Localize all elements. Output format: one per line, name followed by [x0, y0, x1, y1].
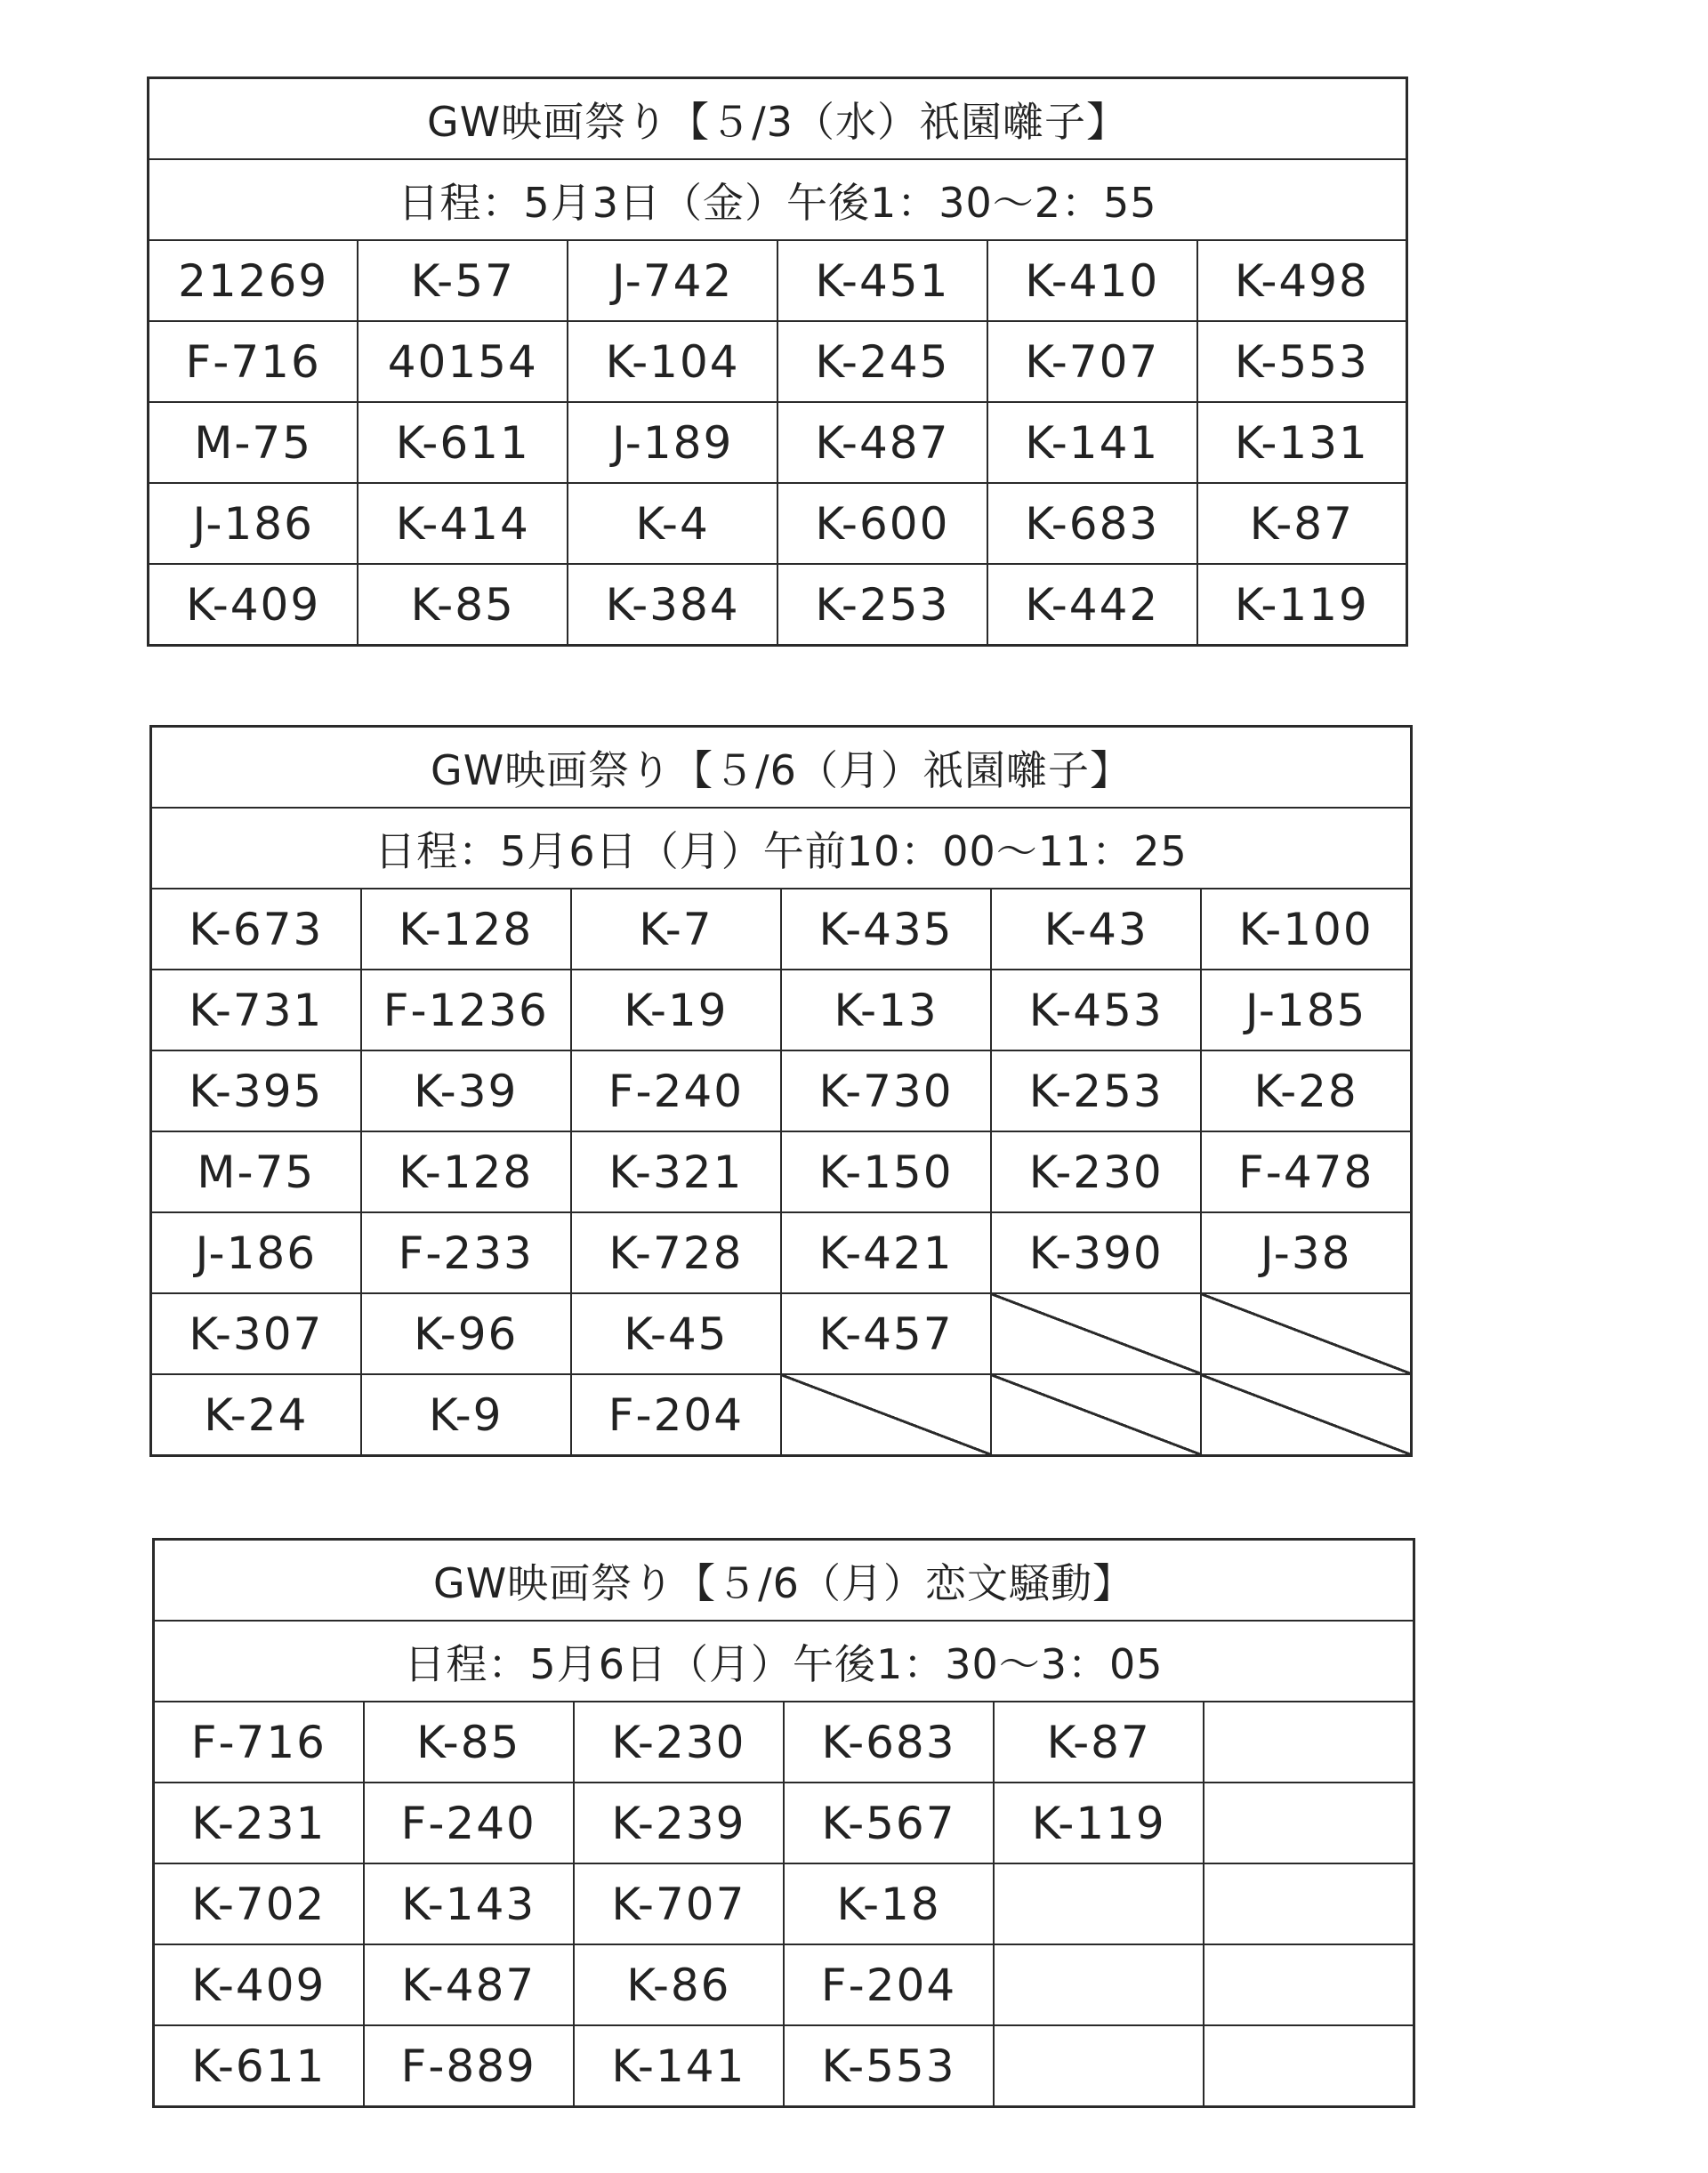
seat-cell: K-87: [994, 1702, 1204, 1783]
seat-cell: K-253: [777, 564, 987, 646]
seat-cell: K-86: [574, 1944, 784, 2025]
seat-cell: K-100: [1201, 889, 1411, 970]
seat-cell: K-553: [1197, 321, 1407, 402]
table-row: [149, 483, 1407, 564]
seat-cell: 21269: [149, 240, 359, 321]
seat-cell: F-240: [571, 1050, 781, 1131]
seat-cell: K-141: [574, 2025, 784, 2107]
seat-cell: K-395: [151, 1050, 361, 1131]
seat-cell: K-410: [987, 240, 1197, 321]
seat-cell: F-716: [149, 321, 359, 402]
seat-cell: K-230: [991, 1131, 1201, 1212]
seat-cell: K-683: [784, 1702, 994, 1783]
table-title: GW映画祭り【５/3（水）祇園囃子】: [149, 78, 1407, 160]
seat-cell: K-85: [358, 564, 568, 646]
seat-cell: K-128: [361, 889, 571, 970]
seat-cell: K-728: [571, 1212, 781, 1293]
seat-cell: K-13: [781, 970, 991, 1050]
seat-cell: K-253: [991, 1050, 1201, 1131]
table-row: [149, 321, 1407, 402]
seat-cell: F-716: [154, 1702, 364, 1783]
seating-table-2: [149, 725, 1413, 1457]
empty-cell: [1204, 1944, 1414, 2025]
crossed-out-cell: [781, 1374, 991, 1456]
seat-cell: K-707: [574, 1863, 784, 1944]
seat-cell: K-457: [781, 1293, 991, 1374]
seating-table-3: [152, 1538, 1415, 2108]
table-row: [151, 1050, 1412, 1131]
empty-cell: [994, 1863, 1204, 1944]
seat-cell: K-245: [777, 321, 987, 402]
table-row: [154, 1702, 1414, 1783]
seat-cell: K-18: [784, 1863, 994, 1944]
seat-cell: K-119: [1197, 564, 1407, 646]
seat-cell: J-189: [568, 402, 777, 483]
seat-cell: K-9: [361, 1374, 571, 1456]
seat-cell: K-731: [151, 970, 361, 1050]
empty-cell: [1204, 1702, 1414, 1783]
crossed-out-cell: [1201, 1293, 1411, 1374]
seat-cell: J-186: [149, 483, 359, 564]
seat-cell: K-131: [1197, 402, 1407, 483]
seat-cell: J-38: [1201, 1212, 1411, 1293]
table-row: [154, 1944, 1414, 2025]
seat-cell: K-487: [364, 1944, 574, 2025]
seat-cell: K-321: [571, 1131, 781, 1212]
seat-cell: K-45: [571, 1293, 781, 1374]
table-row: [154, 1783, 1414, 1863]
crossed-out-cell: [991, 1293, 1201, 1374]
seat-cell: M-75: [149, 402, 359, 483]
seat-cell: K-150: [781, 1131, 991, 1212]
seat-cell: K-390: [991, 1212, 1201, 1293]
seat-cell: J-742: [568, 240, 777, 321]
seat-cell: J-186: [151, 1212, 361, 1293]
empty-cell: [1204, 1863, 1414, 1944]
seat-cell: K-567: [784, 1783, 994, 1863]
table-title: GW映画祭り【５/6（月）恋文騒動】: [154, 1540, 1414, 1622]
seat-cell: K-414: [358, 483, 568, 564]
table-row: [151, 1212, 1412, 1293]
seat-cell: J-185: [1201, 970, 1411, 1050]
table-row: [154, 2025, 1414, 2107]
table-row: [149, 402, 1407, 483]
seat-cell: K-451: [777, 240, 987, 321]
table-schedule: 日程：5月6日（月）午後1：30〜3：05: [154, 1621, 1414, 1702]
seat-cell: M-75: [151, 1131, 361, 1212]
seat-cell: K-43: [991, 889, 1201, 970]
seat-cell: K-28: [1201, 1050, 1411, 1131]
seat-cell: F-478: [1201, 1131, 1411, 1212]
seat-cell: F-204: [571, 1374, 781, 1456]
crossed-out-cell: [991, 1374, 1201, 1456]
empty-cell: [1204, 1783, 1414, 1863]
seat-cell: K-611: [154, 2025, 364, 2107]
seat-cell: K-104: [568, 321, 777, 402]
seat-cell: 40154: [358, 321, 568, 402]
seat-cell: F-889: [364, 2025, 574, 2107]
seat-cell: K-487: [777, 402, 987, 483]
table-row: [154, 1863, 1414, 1944]
seat-cell: K-230: [574, 1702, 784, 1783]
seat-cell: K-141: [987, 402, 1197, 483]
seat-cell: K-239: [574, 1783, 784, 1863]
table-row: [151, 970, 1412, 1050]
seat-cell: K-96: [361, 1293, 571, 1374]
table-row: [151, 1131, 1412, 1212]
seat-cell: K-673: [151, 889, 361, 970]
seat-cell: F-1236: [361, 970, 571, 1050]
table-row: [151, 889, 1412, 970]
seat-cell: K-498: [1197, 240, 1407, 321]
seat-cell: K-421: [781, 1212, 991, 1293]
seat-cell: K-702: [154, 1863, 364, 1944]
empty-cell: [1204, 2025, 1414, 2107]
seat-cell: F-204: [784, 1944, 994, 2025]
seat-cell: K-231: [154, 1783, 364, 1863]
seat-cell: K-409: [154, 1944, 364, 2025]
seat-cell: K-4: [568, 483, 777, 564]
table-schedule: 日程：5月3日（金）午後1：30〜2：55: [149, 159, 1407, 240]
seat-cell: K-7: [571, 889, 781, 970]
seating-table-1: [147, 76, 1408, 647]
seat-cell: K-600: [777, 483, 987, 564]
seat-cell: K-384: [568, 564, 777, 646]
seat-cell: K-57: [358, 240, 568, 321]
seat-cell: F-233: [361, 1212, 571, 1293]
seat-cell: K-435: [781, 889, 991, 970]
seat-cell: K-19: [571, 970, 781, 1050]
seat-cell: K-39: [361, 1050, 571, 1131]
table-title: GW映画祭り【５/6（月）祇園囃子】: [151, 727, 1412, 809]
seat-cell: K-707: [987, 321, 1197, 402]
seat-cell: K-143: [364, 1863, 574, 1944]
seat-cell: K-553: [784, 2025, 994, 2107]
table-row: [149, 240, 1407, 321]
empty-cell: [994, 2025, 1204, 2107]
seat-cell: K-442: [987, 564, 1197, 646]
seat-cell: F-240: [364, 1783, 574, 1863]
table-row: [151, 1293, 1412, 1374]
table-row: [151, 1374, 1412, 1456]
seat-cell: K-611: [358, 402, 568, 483]
table-row: [149, 564, 1407, 646]
seat-cell: K-119: [994, 1783, 1204, 1863]
seat-cell: K-307: [151, 1293, 361, 1374]
empty-cell: [994, 1944, 1204, 2025]
table-schedule: 日程：5月6日（月）午前10：00〜11：25: [151, 808, 1412, 889]
seat-cell: K-128: [361, 1131, 571, 1212]
seat-cell: K-85: [364, 1702, 574, 1783]
seat-cell: K-409: [149, 564, 359, 646]
crossed-out-cell: [1201, 1374, 1411, 1456]
seat-cell: K-453: [991, 970, 1201, 1050]
seat-cell: K-24: [151, 1374, 361, 1456]
seat-cell: K-87: [1197, 483, 1407, 564]
seat-cell: K-683: [987, 483, 1197, 564]
seat-cell: K-730: [781, 1050, 991, 1131]
